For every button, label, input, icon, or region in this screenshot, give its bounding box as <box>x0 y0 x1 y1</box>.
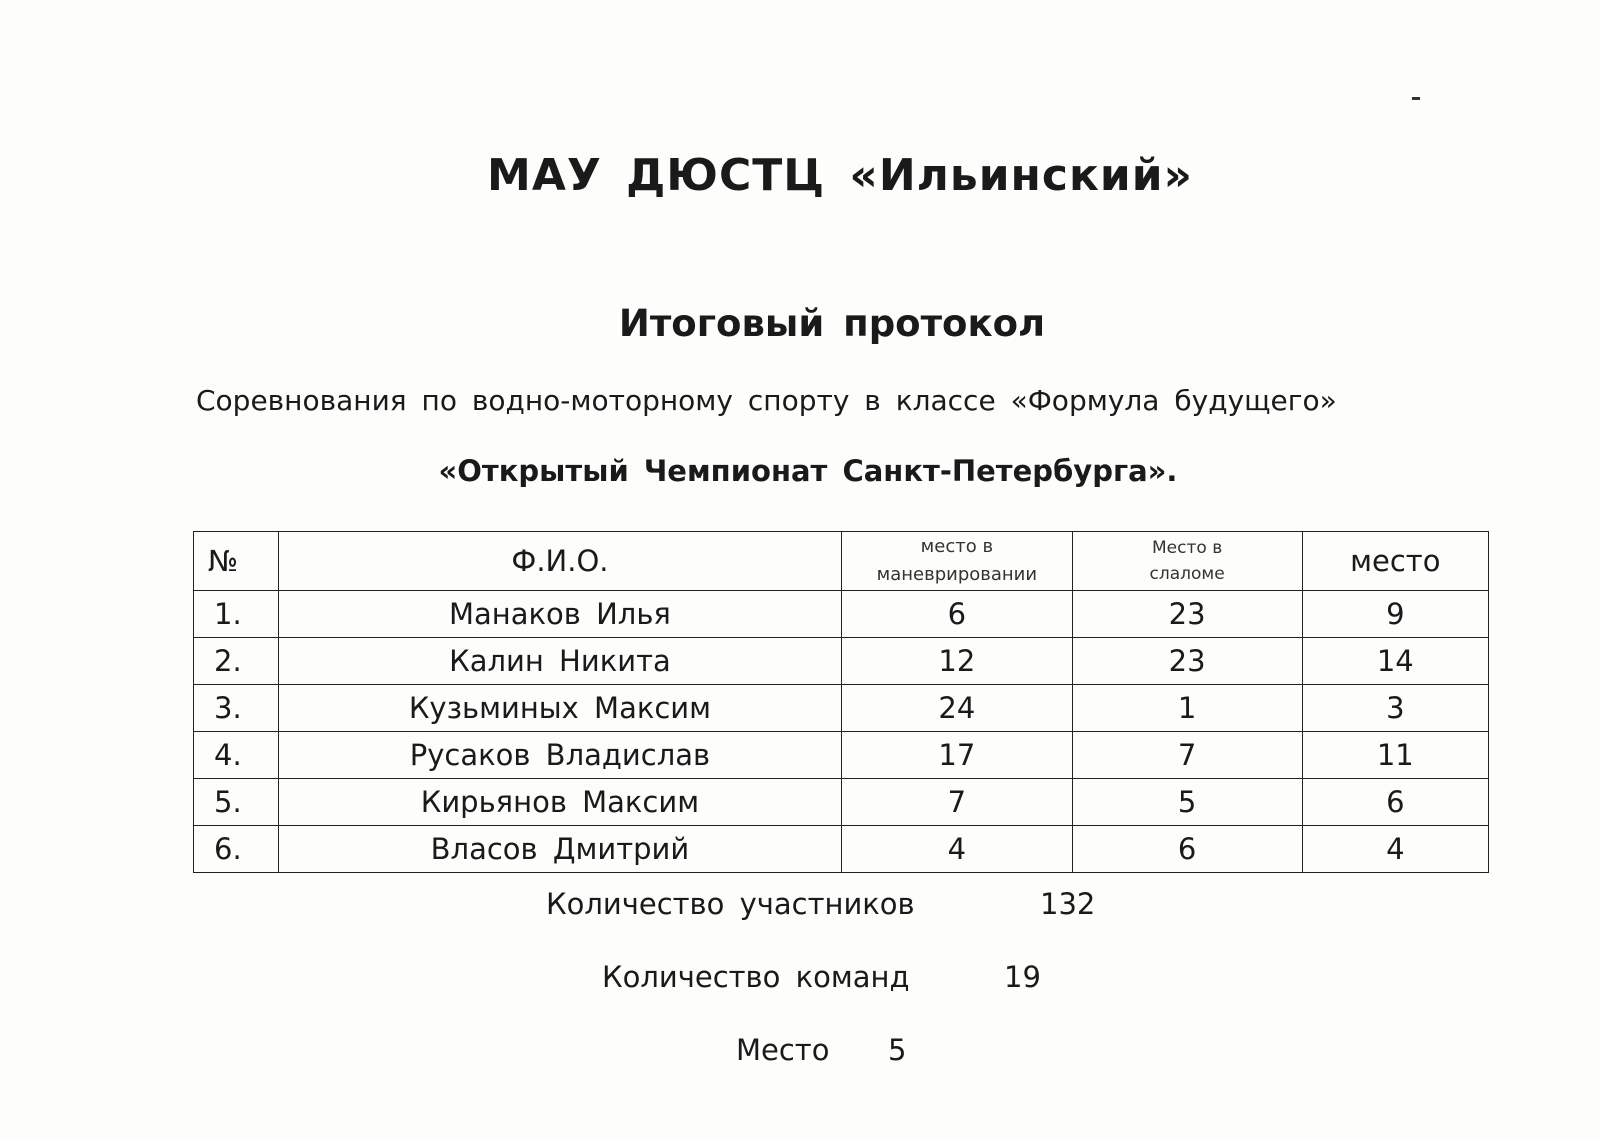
scan-speck <box>1412 97 1420 100</box>
teams-summary <box>602 960 1041 994</box>
table-row <box>194 685 1489 732</box>
row-maneuver: 4 <box>842 826 1073 873</box>
table-header-row <box>194 532 1489 591</box>
participants-label: Количество участников <box>546 887 915 921</box>
row-maneuver: 7 <box>842 779 1073 826</box>
table-row <box>194 638 1489 685</box>
teams-label: Количество команд <box>602 960 910 994</box>
results-table <box>193 531 1489 873</box>
place-summary <box>736 1033 907 1067</box>
row-name: Калин Никита <box>278 638 841 685</box>
row-maneuver: 12 <box>842 638 1073 685</box>
row-slalom: 6 <box>1072 826 1302 873</box>
teams-value: 19 <box>1004 960 1041 994</box>
row-number: 6. <box>194 826 279 873</box>
row-place: 14 <box>1302 638 1488 685</box>
header-maneuver <box>842 532 1073 591</box>
row-place: 11 <box>1302 732 1488 779</box>
header-maneuver-line2: маневрировании <box>876 564 1038 585</box>
event-title: «Открытый Чемпионат Санкт-Петербурга». <box>438 454 1178 488</box>
row-number: 2. <box>194 638 279 685</box>
row-slalom: 23 <box>1072 638 1302 685</box>
header-place: место <box>1302 532 1488 591</box>
row-place: 4 <box>1302 826 1488 873</box>
organization-title: МАУ ДЮСТЦ «Ильинский» <box>487 150 1193 201</box>
row-place: 3 <box>1302 685 1488 732</box>
row-maneuver: 6 <box>842 591 1073 638</box>
header-slalom-line2: слаломе <box>1149 564 1225 584</box>
participants-value: 132 <box>1040 887 1096 921</box>
row-maneuver: 17 <box>842 732 1073 779</box>
table-row <box>194 591 1489 638</box>
header-slalom <box>1072 532 1302 591</box>
table-row <box>194 779 1489 826</box>
row-place: 6 <box>1302 779 1488 826</box>
table-row <box>194 732 1489 779</box>
row-number: 4. <box>194 732 279 779</box>
row-number: 1. <box>194 591 279 638</box>
row-slalom: 1 <box>1072 685 1302 732</box>
row-number: 5. <box>194 779 279 826</box>
table-row <box>194 826 1489 873</box>
row-slalom: 7 <box>1072 732 1302 779</box>
place-label: Место <box>736 1033 830 1067</box>
place-value: 5 <box>888 1033 907 1067</box>
row-name: Манаков Илья <box>278 591 841 638</box>
row-name: Власов Дмитрий <box>278 826 841 873</box>
header-number: № <box>194 532 279 591</box>
row-maneuver: 24 <box>842 685 1073 732</box>
row-place: 9 <box>1302 591 1488 638</box>
row-number: 3. <box>194 685 279 732</box>
row-name: Кузьминых Максим <box>278 685 841 732</box>
header-slalom-line1: Место в <box>1152 538 1223 558</box>
row-slalom: 23 <box>1072 591 1302 638</box>
header-maneuver-line1: место в <box>920 536 994 557</box>
row-name: Русаков Владислав <box>278 732 841 779</box>
participants-summary <box>546 887 1096 921</box>
competition-description: Соревнования по водно-моторному спорту в классе «Формула будущего» <box>196 384 1337 417</box>
row-slalom: 5 <box>1072 779 1302 826</box>
document-title: Итоговый протокол <box>618 302 1046 345</box>
header-name: Ф.И.О. <box>278 532 841 591</box>
row-name: Кирьянов Максим <box>278 779 841 826</box>
